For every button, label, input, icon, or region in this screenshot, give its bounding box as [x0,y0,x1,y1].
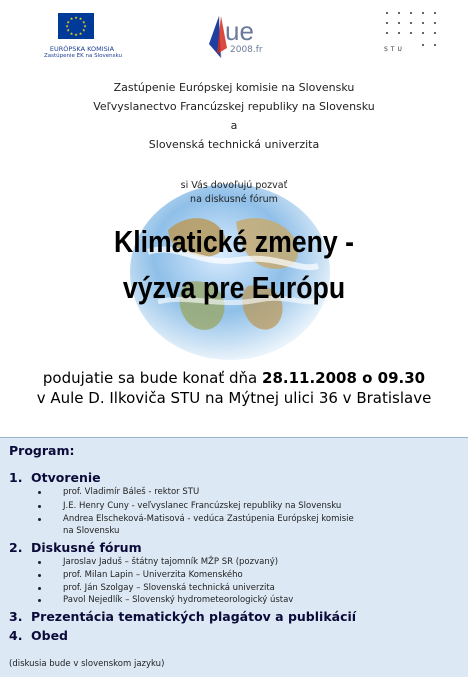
svg-text:★: ★ [82,19,86,25]
bullet-icon [38,561,41,564]
svg-text:★: ★ [74,32,78,37]
program-item: J.E. Henry Cuny - veľvyslanec Francúzskej republiky na Slovensku [63,501,341,512]
program-section-2 [9,540,142,555]
event-title-line-2: výzva pre Európu [122,270,346,305]
bullet-icon [38,491,41,494]
ue2008-logo [205,14,265,64]
organizer-conjunction: a [230,119,238,132]
bullet-icon [38,599,41,602]
svg-text:★: ★ [66,19,70,25]
bullet-icon [38,574,41,577]
program-item-continuation: na Slovensku [63,526,120,536]
section-number: 2. [9,540,23,555]
program-item: prof. Ján Szolgay – Slovenská technická univerzita [63,583,275,594]
svg-text:★: ★ [66,27,70,33]
eu-logo-title: EURÓPSKA KOMISIA [49,45,115,53]
event-title-line-1: Klimatické zmeny - [113,224,355,259]
eu-commission-logo [44,13,120,61]
svg-text:★: ★ [78,30,83,36]
invitation-line: si Vás dovoľujú pozvať [180,180,288,191]
program-item: Jaroslav Jaduš – štátny tajomník MŽP SR (pozvaný) [63,557,278,568]
ue-logo-year: 2008.fr [230,45,263,55]
stu-logo-text: STU [384,46,405,53]
section-title: Diskusné fórum [31,540,142,555]
ue-logo-text: ue [225,16,254,46]
program-section-3 [9,609,356,624]
svg-text:★: ★ [82,27,86,33]
program-item: Pavol Nejedlík – Slovenský hydrometeorologický ústav [63,595,293,606]
eu-flag-icon [58,13,94,39]
section-number: 3. [9,609,23,624]
organizer-line: Veľvyslanectvo Francúzskej republiky na Slovensku [93,100,375,113]
program-item: Andrea Elscheková-Matisová - vedúca Zastúpenia Európskej komisie [63,514,354,525]
program-heading: Program: [9,443,75,458]
event-date-line [0,369,468,387]
invitation-line: na diskusné fórum [190,194,278,205]
stu-logo [372,10,444,60]
section-title: Obed [31,628,68,643]
program-item: prof. Vladimír Báleš - rektor STU [63,487,199,498]
organizer-line: Slovenská technická univerzita [148,138,320,151]
bullet-icon [38,587,41,590]
date-intro: podujatie sa bude konať dňa [42,369,263,387]
svg-text:★: ★ [74,15,78,20]
program-section-1 [9,470,101,485]
language-note: (diskusia bude v slovenskom jazyku) [9,659,165,669]
section-number: 4. [9,628,23,643]
svg-text:★: ★ [78,16,83,22]
section-number: 1. [9,470,23,485]
section-title: Prezentácia tematických plagátov a publikácií [31,609,357,624]
organizer-line: Zastúpenie Európskej komisie na Slovensku [113,81,355,94]
svg-text:★: ★ [83,23,87,29]
event-venue-line: v Aule D. Ilkoviča STU na Mýtnej ulici 36 v Bratislave [36,389,432,407]
section-title: Otvorenie [31,470,101,485]
bullet-icon [38,518,41,521]
program-section-4 [9,628,68,643]
svg-text:★: ★ [69,16,74,22]
bullet-icon [38,505,41,508]
svg-text:★: ★ [69,30,74,36]
program-item: prof. Milan Lapin – Univerzita Komenského [63,570,243,581]
event-date-time: 28.11.2008 o 09.30 [262,369,426,387]
eu-logo-subtitle: Zastúpenie EK na Slovensku [44,53,122,59]
svg-text:★: ★ [65,23,69,29]
